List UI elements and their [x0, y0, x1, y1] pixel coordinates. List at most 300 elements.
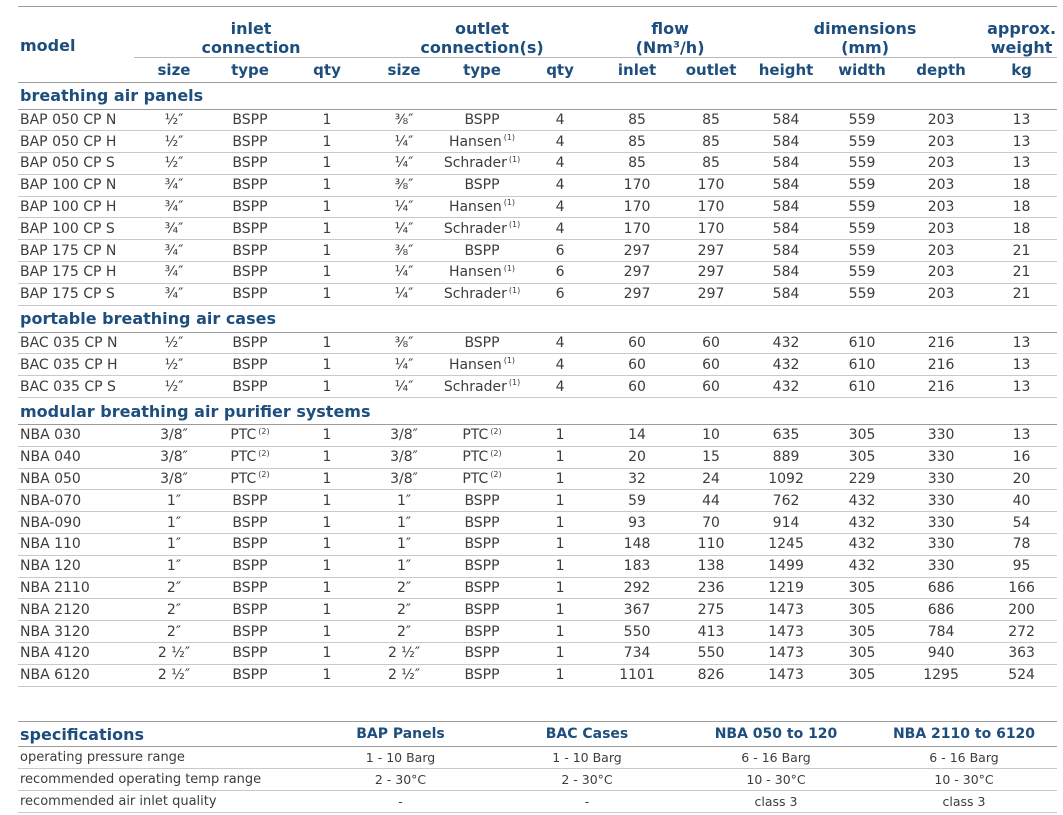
inlet-qty-cell	[286, 512, 368, 534]
depth-cell	[896, 153, 986, 175]
weight-cell-text: 40	[1012, 492, 1031, 509]
depth-cell-text: 686	[927, 601, 955, 618]
inlet-type-cell-text: BSPP	[232, 356, 268, 373]
inlet-size-cell	[134, 354, 214, 376]
outlet-qty-cell-text: 1	[555, 623, 565, 640]
width-cell-text: 305	[848, 427, 876, 444]
outlet-size-cell-text: 1″	[396, 514, 412, 531]
model-cell-text: BAC 035 CP H	[20, 356, 118, 373]
weight-cell-text: 200	[1008, 601, 1035, 618]
flow-outlet-cell-text: 85	[702, 111, 720, 128]
weight-cell	[986, 240, 1057, 262]
flow-inlet-cell	[596, 109, 678, 131]
inlet-size-cell-text: ¾″	[164, 242, 184, 259]
outlet-qty-cell-text: 4	[555, 335, 565, 352]
inlet-size-cell	[134, 109, 214, 131]
height-cell	[744, 332, 828, 354]
footnote-marker: (1)	[503, 356, 516, 366]
flow-inlet-cell	[596, 174, 678, 196]
outlet-qty-cell	[524, 534, 596, 556]
depth-cell	[896, 621, 986, 643]
model-cell	[18, 446, 134, 468]
outlet-type-cell-text: BSPP	[464, 242, 500, 259]
weight-cell-text: 18	[1012, 199, 1031, 216]
flow-outlet-cell	[678, 240, 744, 262]
inlet-qty-cell	[286, 131, 368, 153]
inlet-qty-cell-text: 1	[322, 378, 332, 395]
inlet-qty-cell	[286, 262, 368, 284]
weight-cell-text: 272	[1008, 623, 1035, 640]
flow-outlet-cell	[678, 534, 744, 556]
outlet-size-cell-text: ⅜″	[394, 335, 414, 352]
inlet-type-cell-text: BSPP	[232, 155, 268, 172]
inlet-qty-cell	[286, 218, 368, 240]
inlet-type-cell-text: BSPP	[232, 242, 268, 259]
flow-inlet-cell-text: 60	[628, 356, 646, 373]
inlet-type-cell	[214, 664, 286, 686]
inlet-size-cell	[134, 240, 214, 262]
inlet-qty-cell-text: 1	[322, 356, 332, 373]
outlet-size-cell	[368, 621, 440, 643]
outlet-qty-cell	[524, 196, 596, 218]
depth-cell	[896, 425, 986, 447]
inlet-size-cell-text: 3/8″	[160, 471, 188, 488]
depth-cell-text: 203	[927, 286, 955, 303]
width-cell	[828, 262, 896, 284]
inlet-qty-cell-text: 1	[322, 286, 332, 303]
outlet-size-cell-text: 2 ½″	[387, 667, 421, 684]
outlet-type-cell-text: BSPP	[464, 536, 500, 553]
width-cell	[828, 354, 896, 376]
weight-cell	[986, 354, 1057, 376]
model-cell-text: BAP 100 CP H	[20, 199, 117, 216]
model-cell	[18, 153, 134, 175]
spec-value: class 3	[871, 791, 1057, 813]
height-cell	[744, 446, 828, 468]
depth-cell	[896, 240, 986, 262]
flow-inlet-cell-text: 60	[628, 335, 646, 352]
weight-cell	[986, 153, 1057, 175]
width-cell	[828, 534, 896, 556]
width-cell	[828, 446, 896, 468]
inlet-size-cell	[134, 425, 214, 447]
height-cell	[744, 131, 828, 153]
weight-cell-text: 13	[1012, 427, 1031, 444]
header-row-sub	[18, 57, 1057, 82]
header-inlet-connection: inlet connection	[134, 7, 368, 58]
weight-cell-text: 13	[1012, 356, 1031, 373]
outlet-size-cell-text: 3/8″	[390, 427, 418, 444]
outlet-size-cell	[368, 354, 440, 376]
inlet-size-cell-text: 1″	[166, 492, 182, 509]
width-cell	[828, 376, 896, 398]
inlet-type-cell	[214, 643, 286, 665]
flow-outlet-cell-text: 297	[697, 264, 725, 281]
table-row	[18, 196, 1057, 218]
depth-cell-text: 330	[927, 427, 955, 444]
depth-cell-text: 1295	[923, 667, 959, 684]
flow-outlet-cell	[678, 621, 744, 643]
width-cell-text: 610	[848, 335, 876, 352]
outlet-size-cell	[368, 174, 440, 196]
height-cell	[744, 153, 828, 175]
spec-row	[18, 769, 1057, 791]
depth-cell-text: 203	[927, 155, 955, 172]
depth-cell-text: 330	[927, 536, 955, 553]
inlet-qty-cell	[286, 621, 368, 643]
outlet-size-cell	[368, 643, 440, 665]
outlet-type-cell	[440, 555, 524, 577]
depth-cell-text: 330	[927, 514, 955, 531]
inlet-qty-cell	[286, 153, 368, 175]
depth-cell-text: 330	[927, 492, 955, 509]
height-cell-text: 762	[772, 492, 800, 509]
table-row	[18, 240, 1057, 262]
table-row	[18, 534, 1057, 556]
flow-inlet-cell-text: 170	[623, 220, 651, 237]
outlet-type-cell-text: Schrader	[443, 220, 507, 237]
weight-cell-text: 95	[1012, 558, 1031, 575]
inlet-type-cell-text: BSPP	[232, 111, 268, 128]
inlet-size-cell-text: ¾″	[164, 199, 184, 216]
outlet-size-cell	[368, 109, 440, 131]
width-cell	[828, 196, 896, 218]
model-cell	[18, 425, 134, 447]
outlet-size-cell	[368, 555, 440, 577]
specifications-table	[18, 721, 1057, 813]
outlet-size-cell-text: 2″	[396, 601, 412, 618]
subheader-flow-outlet: outlet	[678, 57, 744, 82]
height-cell-text: 1473	[768, 601, 804, 618]
table-row	[18, 446, 1057, 468]
model-cell-text: BAP 050 CP H	[20, 133, 117, 150]
outlet-type-cell	[440, 468, 524, 490]
flow-inlet-cell-text: 32	[628, 471, 646, 488]
header-row-groups	[18, 7, 1057, 58]
outlet-qty-cell	[524, 109, 596, 131]
outlet-type-cell	[440, 376, 524, 398]
outlet-qty-cell-text: 1	[555, 580, 565, 597]
height-cell	[744, 283, 828, 305]
outlet-type-cell-text: BSPP	[464, 492, 500, 509]
outlet-qty-cell-text: 4	[555, 177, 565, 194]
inlet-type-cell-text: BSPP	[232, 667, 268, 684]
outlet-size-cell	[368, 599, 440, 621]
height-cell-text: 584	[772, 220, 800, 237]
weight-cell	[986, 599, 1057, 621]
inlet-type-cell-text: BSPP	[232, 378, 268, 395]
inlet-type-cell-text: BSPP	[232, 335, 268, 352]
height-cell-text: 584	[772, 242, 800, 259]
height-cell	[744, 174, 828, 196]
outlet-type-cell-text: Schrader	[443, 155, 507, 172]
inlet-size-cell	[134, 621, 214, 643]
model-cell-text: NBA 6120	[20, 667, 90, 684]
flow-outlet-cell	[678, 490, 744, 512]
width-cell	[828, 468, 896, 490]
footnote-marker: (1)	[503, 133, 516, 143]
inlet-qty-cell-text: 1	[322, 558, 332, 575]
flow-outlet-cell	[678, 109, 744, 131]
weight-cell-text: 13	[1012, 111, 1031, 128]
inlet-size-cell-text: ½″	[164, 335, 184, 352]
weight-cell-text: 363	[1008, 645, 1035, 662]
inlet-size-cell	[134, 218, 214, 240]
inlet-qty-cell	[286, 664, 368, 686]
outlet-qty-cell-text: 1	[555, 427, 565, 444]
weight-cell-text: 18	[1012, 220, 1031, 237]
inlet-size-cell	[134, 174, 214, 196]
spec-col-nba-2110-6120: NBA 2110 to 6120	[871, 722, 1057, 747]
width-cell-text: 229	[848, 471, 876, 488]
height-cell-text: 584	[772, 286, 800, 303]
inlet-qty-cell-text: 1	[322, 242, 332, 259]
inlet-qty-cell-text: 1	[322, 199, 332, 216]
inlet-qty-cell-text: 1	[322, 580, 332, 597]
model-cell	[18, 599, 134, 621]
depth-cell-text: 216	[927, 356, 955, 373]
depth-cell-text: 203	[927, 199, 955, 216]
weight-cell	[986, 643, 1057, 665]
inlet-type-cell-text: BSPP	[232, 199, 268, 216]
outlet-type-cell	[440, 262, 524, 284]
width-cell	[828, 153, 896, 175]
table-row	[18, 131, 1057, 153]
width-cell-text: 559	[848, 264, 876, 281]
model-cell-text: BAP 175 CP H	[20, 264, 117, 281]
outlet-qty-cell	[524, 174, 596, 196]
outlet-size-cell	[368, 446, 440, 468]
flow-inlet-cell	[596, 131, 678, 153]
outlet-type-cell-text: BSPP	[464, 580, 500, 597]
table-row	[18, 490, 1057, 512]
width-cell	[828, 218, 896, 240]
flow-outlet-cell-text: 60	[702, 356, 720, 373]
height-cell-text: 584	[772, 264, 800, 281]
depth-cell	[896, 599, 986, 621]
inlet-size-cell	[134, 555, 214, 577]
inlet-qty-cell-text: 1	[322, 449, 332, 466]
height-cell	[744, 376, 828, 398]
inlet-size-cell-text: 2″	[166, 580, 182, 597]
height-cell	[744, 262, 828, 284]
outlet-type-cell	[440, 599, 524, 621]
outlet-type-cell-text: PTC	[462, 427, 489, 444]
outlet-size-cell	[368, 196, 440, 218]
table-row	[18, 555, 1057, 577]
outlet-type-cell-text: Schrader	[443, 286, 507, 303]
table-row	[18, 425, 1057, 447]
flow-outlet-cell	[678, 468, 744, 490]
model-cell	[18, 240, 134, 262]
depth-cell	[896, 196, 986, 218]
width-cell-text: 305	[848, 601, 876, 618]
outlet-type-cell	[440, 283, 524, 305]
outlet-type-cell-text: BSPP	[464, 514, 500, 531]
outlet-type-cell	[440, 577, 524, 599]
outlet-type-cell-text: Hansen	[448, 133, 502, 150]
height-cell-text: 1473	[768, 623, 804, 640]
model-cell-text: NBA 030	[20, 427, 81, 444]
height-cell	[744, 643, 828, 665]
width-cell-text: 432	[848, 536, 876, 553]
inlet-size-cell	[134, 283, 214, 305]
inlet-type-cell-text: BSPP	[232, 133, 268, 150]
weight-cell-text: 78	[1012, 536, 1031, 553]
outlet-qty-cell	[524, 218, 596, 240]
weight-cell	[986, 577, 1057, 599]
depth-cell-text: 203	[927, 264, 955, 281]
subheader-inlet-qty: qty	[286, 57, 368, 82]
depth-cell-text: 330	[927, 471, 955, 488]
inlet-size-cell	[134, 490, 214, 512]
outlet-qty-cell	[524, 376, 596, 398]
inlet-type-cell-text: BSPP	[232, 492, 268, 509]
flow-inlet-cell-text: 170	[623, 199, 651, 216]
inlet-type-cell	[214, 283, 286, 305]
depth-cell	[896, 109, 986, 131]
flow-outlet-cell-text: 60	[702, 335, 720, 352]
outlet-qty-cell	[524, 621, 596, 643]
weight-cell-text: 166	[1008, 580, 1035, 597]
outlet-qty-cell-text: 1	[555, 667, 565, 684]
width-cell-text: 305	[848, 645, 876, 662]
weight-cell-text: 18	[1012, 177, 1031, 194]
flow-inlet-cell-text: 550	[623, 623, 651, 640]
weight-cell-text: 54	[1012, 514, 1031, 531]
table-row	[18, 664, 1057, 686]
model-cell	[18, 376, 134, 398]
table-row	[18, 262, 1057, 284]
height-cell-text: 1219	[768, 580, 804, 597]
height-cell	[744, 577, 828, 599]
flow-inlet-cell	[596, 643, 678, 665]
inlet-type-cell-text: BSPP	[232, 286, 268, 303]
weight-cell	[986, 332, 1057, 354]
flow-inlet-cell-text: 367	[623, 601, 651, 618]
outlet-size-cell-text: ¼″	[394, 199, 414, 216]
model-cell	[18, 262, 134, 284]
specifications-body	[18, 747, 1057, 813]
flow-outlet-cell	[678, 446, 744, 468]
section-header-row	[18, 82, 1057, 109]
flow-inlet-cell	[596, 621, 678, 643]
depth-cell	[896, 512, 986, 534]
depth-cell	[896, 218, 986, 240]
weight-cell-text: 16	[1012, 449, 1031, 466]
table-row	[18, 174, 1057, 196]
inlet-type-cell	[214, 468, 286, 490]
weight-cell	[986, 446, 1057, 468]
inlet-type-cell-text: BSPP	[232, 558, 268, 575]
flow-inlet-cell	[596, 283, 678, 305]
height-cell-text: 914	[772, 514, 800, 531]
outlet-size-cell	[368, 218, 440, 240]
model-cell-text: NBA-090	[20, 514, 82, 531]
flow-outlet-cell	[678, 218, 744, 240]
inlet-qty-cell	[286, 332, 368, 354]
flow-outlet-cell-text: 826	[697, 667, 725, 684]
outlet-size-cell-text: ⅜″	[394, 177, 414, 194]
inlet-qty-cell-text: 1	[322, 667, 332, 684]
inlet-type-cell-text: BSPP	[232, 623, 268, 640]
height-cell	[744, 196, 828, 218]
width-cell	[828, 664, 896, 686]
outlet-qty-cell-text: 4	[555, 356, 565, 373]
flow-inlet-cell	[596, 240, 678, 262]
height-cell	[744, 621, 828, 643]
height-cell-text: 1473	[768, 645, 804, 662]
weight-cell	[986, 262, 1057, 284]
footnote-marker: (1)	[503, 198, 516, 208]
width-cell-text: 559	[848, 242, 876, 259]
depth-cell	[896, 376, 986, 398]
flow-outlet-cell-text: 15	[702, 449, 720, 466]
inlet-type-cell	[214, 153, 286, 175]
inlet-type-cell	[214, 446, 286, 468]
model-cell-text: NBA 120	[20, 558, 81, 575]
flow-inlet-cell	[596, 332, 678, 354]
flow-outlet-cell	[678, 512, 744, 534]
outlet-type-cell	[440, 512, 524, 534]
width-cell	[828, 240, 896, 262]
table-row	[18, 599, 1057, 621]
height-cell	[744, 425, 828, 447]
outlet-qty-cell-text: 6	[555, 242, 565, 259]
model-cell-text: NBA 110	[20, 536, 81, 553]
flow-inlet-cell-text: 292	[623, 580, 651, 597]
flow-inlet-cell-text: 85	[628, 155, 646, 172]
outlet-size-cell	[368, 577, 440, 599]
model-cell	[18, 354, 134, 376]
height-cell	[744, 109, 828, 131]
spec-value: 1 - 10 Barg	[308, 747, 493, 769]
weight-cell-text: 21	[1012, 264, 1031, 281]
outlet-type-cell-text: Hansen	[448, 264, 502, 281]
width-cell	[828, 425, 896, 447]
width-cell-text: 432	[848, 514, 876, 531]
flow-outlet-cell-text: 44	[702, 492, 720, 509]
outlet-qty-cell	[524, 599, 596, 621]
width-cell-text: 305	[848, 623, 876, 640]
inlet-qty-cell-text: 1	[322, 623, 332, 640]
flow-inlet-cell	[596, 354, 678, 376]
flow-outlet-cell-text: 85	[702, 155, 720, 172]
depth-cell-text: 203	[927, 133, 955, 150]
depth-cell	[896, 174, 986, 196]
inlet-type-cell	[214, 262, 286, 284]
width-cell	[828, 512, 896, 534]
inlet-type-cell-text: BSPP	[232, 580, 268, 597]
inlet-size-cell-text: 3/8″	[160, 427, 188, 444]
outlet-type-cell-text: BSPP	[464, 177, 500, 194]
flow-outlet-cell	[678, 262, 744, 284]
height-cell	[744, 534, 828, 556]
inlet-size-cell-text: 2 ½″	[157, 645, 191, 662]
inlet-qty-cell	[286, 643, 368, 665]
depth-cell-text: 203	[927, 220, 955, 237]
outlet-size-cell-text: ¼″	[394, 155, 414, 172]
weight-cell	[986, 196, 1057, 218]
inlet-qty-cell-text: 1	[322, 111, 332, 128]
model-cell	[18, 196, 134, 218]
flow-inlet-cell	[596, 196, 678, 218]
flow-outlet-cell	[678, 354, 744, 376]
model-cell-text: BAP 100 CP S	[20, 220, 115, 237]
inlet-size-cell	[134, 577, 214, 599]
outlet-type-cell-text: PTC	[462, 471, 489, 488]
inlet-size-cell-text: ½″	[164, 133, 184, 150]
